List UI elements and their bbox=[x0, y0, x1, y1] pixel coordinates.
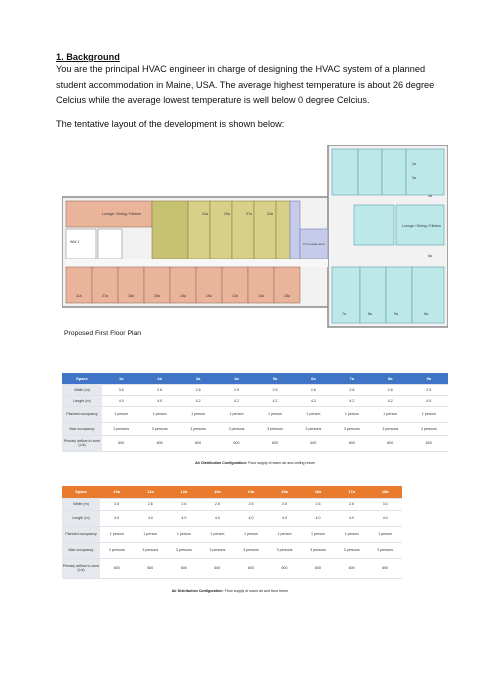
cyan-room-label-5a: 5a bbox=[428, 254, 432, 258]
row-label-cell: Max occupancy bbox=[62, 542, 100, 558]
stair-core-2 bbox=[98, 229, 122, 259]
table-cell: 3 persons bbox=[102, 422, 140, 435]
table-cell: 3 persons bbox=[268, 542, 302, 558]
orange-room-label-4: 25a bbox=[154, 294, 160, 298]
table-cell: 2.6 bbox=[134, 498, 168, 510]
table1-row-max bbox=[62, 422, 448, 435]
table-cell: 1 person bbox=[234, 526, 268, 542]
table-cell: 4.0 bbox=[167, 510, 201, 526]
table-cell: 1a bbox=[102, 373, 140, 384]
table-cell: 12a bbox=[167, 486, 201, 498]
table-cell: 1 person bbox=[294, 406, 332, 422]
row-label-cell: Width (m) bbox=[62, 498, 100, 510]
table-cell: 1 person bbox=[201, 526, 235, 542]
table-cell: 7a bbox=[333, 373, 371, 384]
table-cell: 1 person bbox=[410, 406, 449, 422]
table-cell: 4.2 bbox=[333, 395, 371, 406]
table-cell: 2.6 bbox=[179, 384, 217, 395]
stair-core bbox=[66, 229, 96, 259]
spaces-table-2 bbox=[62, 486, 402, 579]
table-cell: 600 bbox=[100, 558, 134, 578]
table-cell: 2.6 bbox=[268, 498, 302, 510]
table-cell: 1 person bbox=[100, 526, 134, 542]
table-cell: 1 person bbox=[134, 526, 168, 542]
row-label-cell: Length (m) bbox=[62, 395, 102, 406]
table-cell: 3 persons bbox=[140, 422, 178, 435]
table-cell: 4.0 bbox=[268, 510, 302, 526]
table-cell: 1 person bbox=[140, 406, 178, 422]
table-cell: 13a bbox=[201, 486, 235, 498]
background-paragraph: You are the principal HVAC engineer in charge of designing the HVAC system of a planned student accommodation in Maine, USA. The average highest temperature is about 26 degree Celcius while the average lowest temperature is well below 0 degree Celcius. bbox=[56, 64, 435, 105]
table-cell: 600 bbox=[256, 435, 294, 451]
table1-header-label: Space bbox=[62, 373, 102, 384]
table-cell: 1 person bbox=[371, 406, 409, 422]
orange-room-label-7: 12a bbox=[232, 294, 238, 298]
table-cell: 3 persons bbox=[368, 542, 402, 558]
table-cell: 1 person bbox=[301, 526, 335, 542]
cyan-room-label-3a: 3a bbox=[412, 176, 416, 180]
table-cell: 15a bbox=[268, 486, 302, 498]
table-cell: 4.2 bbox=[371, 395, 409, 406]
table-cell: 3 persons bbox=[335, 542, 369, 558]
table-cell: 8a bbox=[371, 373, 409, 384]
table-cell: 3.0 bbox=[368, 498, 402, 510]
orange-room-label-1: 11a bbox=[76, 294, 82, 298]
blue-zone bbox=[290, 201, 300, 259]
table-cell: 10a bbox=[100, 486, 134, 498]
row-label-cell: Primary airflow to zone (L/s) bbox=[62, 558, 100, 578]
orange-room-label-9: 18a bbox=[284, 294, 290, 298]
table-cell: 1 person bbox=[256, 406, 294, 422]
orange-room-label-8: 14a bbox=[258, 294, 264, 298]
table1-header-row bbox=[62, 373, 448, 384]
table-cell: 3 persons bbox=[134, 542, 168, 558]
table-cell: 600 bbox=[333, 435, 371, 451]
table-cell: 600 bbox=[134, 558, 168, 578]
cyan-room-label-8a: 8a bbox=[368, 312, 372, 316]
orange-room-label-6: 15a bbox=[206, 294, 212, 298]
table2-header-label: Space bbox=[62, 486, 100, 498]
cyan-room-label-7a: 7a bbox=[342, 312, 346, 316]
table-cell: 2.6 bbox=[335, 498, 369, 510]
table-cell: 1 person bbox=[335, 526, 369, 542]
lounge-west-label: Lounge / Dining / Kitchen bbox=[102, 212, 142, 216]
row-label-cell: Planned occupancy bbox=[62, 526, 100, 542]
table-cell: 4.2 bbox=[256, 395, 294, 406]
table-cell: 600 bbox=[201, 558, 235, 578]
table-cell: 600 bbox=[294, 435, 332, 451]
table-cell: 600 bbox=[410, 435, 449, 451]
core-label: WW 1 bbox=[70, 240, 80, 244]
table-cell: 2.6 bbox=[294, 384, 332, 395]
table-cell: 600 bbox=[335, 558, 369, 578]
table2-row-width bbox=[62, 498, 402, 510]
table-cell: 600 bbox=[301, 558, 335, 578]
table-cell: 1 person bbox=[102, 406, 140, 422]
table-cell: 4.2 bbox=[294, 395, 332, 406]
cyan-room-label-4a: 4a bbox=[428, 194, 432, 198]
corridor bbox=[66, 259, 328, 267]
table-cell: 3 persons bbox=[410, 422, 449, 435]
row-label-cell: Max occupancy bbox=[62, 422, 102, 435]
table-cell: 2.9 bbox=[217, 384, 255, 395]
table-cell: 9a bbox=[410, 373, 449, 384]
table-cell: 1 person bbox=[179, 406, 217, 422]
table-cell: 4.0 bbox=[301, 510, 335, 526]
table-cell: 2.6 bbox=[100, 498, 134, 510]
table-cell: 3 persons bbox=[371, 422, 409, 435]
table-cell: 1 person bbox=[268, 526, 302, 542]
table2-row-max bbox=[62, 542, 402, 558]
table1-note: Air Distribution Configuration: Floor supply of warm air and ceiling return bbox=[195, 461, 315, 465]
olive-room-label-3: 27a bbox=[246, 212, 252, 216]
table-cell: 4.0 bbox=[102, 395, 140, 406]
table-cell: 6a bbox=[294, 373, 332, 384]
orange-room-label-5: 16a bbox=[180, 294, 186, 298]
table1-row-length bbox=[62, 395, 448, 406]
table-cell: 4.0 bbox=[134, 510, 168, 526]
table-cell: 600 bbox=[371, 435, 409, 451]
table2-note: Air Distribution Configuration: Floor supply of warm air and floor return bbox=[171, 589, 289, 593]
table2-row-planned bbox=[62, 526, 402, 542]
table-cell: 5a bbox=[256, 373, 294, 384]
table-cell: 18a bbox=[368, 486, 402, 498]
table-cell: 3 persons bbox=[301, 542, 335, 558]
olive-room-label-1: 21a bbox=[202, 212, 208, 216]
orange-room-label-2: 27a bbox=[102, 294, 108, 298]
floor-plan-drawing bbox=[62, 145, 448, 330]
olive-room-label-2: 20a bbox=[224, 212, 230, 216]
table-cell: 4.0 bbox=[368, 510, 402, 526]
table-cell: 17a bbox=[335, 486, 369, 498]
olive-room-label-4: 22a bbox=[267, 212, 273, 216]
row-label-cell: Length (m) bbox=[62, 510, 100, 526]
table-cell: 600 bbox=[140, 435, 178, 451]
table-cell: 4.0 bbox=[234, 510, 268, 526]
table-cell: 2.9 bbox=[256, 384, 294, 395]
table-cell: 3.0 bbox=[102, 384, 140, 395]
table-cell: 2a bbox=[140, 373, 178, 384]
table-cell: 2.6 bbox=[234, 498, 268, 510]
table2-header-row bbox=[62, 486, 402, 498]
table-cell: 3 persons bbox=[234, 542, 268, 558]
table-cell: 3 persons bbox=[167, 542, 201, 558]
table-cell: 600 bbox=[217, 435, 255, 451]
table-cell: 1 person bbox=[333, 406, 371, 422]
table-cell: 4.2 bbox=[217, 395, 255, 406]
table-cell: 600 bbox=[268, 558, 302, 578]
table-cell: 16a bbox=[301, 486, 335, 498]
table-cell: 4.0 bbox=[100, 510, 134, 526]
table-cell: 4.0 bbox=[140, 395, 178, 406]
table-cell: 4.0 bbox=[335, 510, 369, 526]
table-cell: 2.6 bbox=[167, 498, 201, 510]
table-cell: 3 persons bbox=[217, 422, 255, 435]
cyan-room-label-9a: 9a bbox=[394, 312, 398, 316]
table-cell: 3 persons bbox=[294, 422, 332, 435]
table-cell: 3 persons bbox=[256, 422, 294, 435]
table-cell: 1 person bbox=[368, 526, 402, 542]
lounge-east-label: Lounge / Dining / Kitchen bbox=[402, 224, 442, 228]
table-cell: 14a bbox=[234, 486, 268, 498]
table1-row-width bbox=[62, 384, 448, 395]
row-label-cell: Planned occupancy bbox=[62, 406, 102, 422]
table-cell: 4.0 bbox=[201, 510, 235, 526]
section-heading: 1. Background bbox=[56, 52, 120, 62]
olive-rooms-top bbox=[152, 201, 290, 259]
table1-row-airflow bbox=[62, 435, 448, 451]
table-cell: 4a bbox=[217, 373, 255, 384]
table-cell: 3a bbox=[179, 373, 217, 384]
table-cell: 3 persons bbox=[100, 542, 134, 558]
table-cell: 2.6 bbox=[301, 498, 335, 510]
table-cell: 3 persons bbox=[201, 542, 235, 558]
table-cell: 3 persons bbox=[333, 422, 371, 435]
layout-intro-text: The tentative layout of the development is shown below: bbox=[56, 119, 285, 129]
orange-room-label-3: 18a bbox=[128, 294, 134, 298]
table-cell: 600 bbox=[234, 558, 268, 578]
table-cell: 1 person bbox=[167, 526, 201, 542]
table2-row-length bbox=[62, 510, 402, 526]
table-cell: 600 bbox=[102, 435, 140, 451]
table-cell: 600 bbox=[368, 558, 402, 578]
tv-lounge-label: TV Lounge area bbox=[303, 242, 325, 246]
plan-caption: Proposed First Floor Plan bbox=[64, 330, 142, 337]
table-cell: 1 person bbox=[217, 406, 255, 422]
table-cell: 3 persons bbox=[179, 422, 217, 435]
spaces-table-1 bbox=[62, 373, 448, 452]
table-cell: 4.5 bbox=[410, 395, 449, 406]
table-cell: 2.6 bbox=[371, 384, 409, 395]
row-label-cell: Primary airflow to zone (L/s) bbox=[62, 435, 102, 451]
table-cell: 2.6 bbox=[201, 498, 235, 510]
table-cell: 600 bbox=[167, 558, 201, 578]
table2-row-airflow bbox=[62, 558, 402, 578]
table-cell: 2.6 bbox=[140, 384, 178, 395]
row-label-cell: Width (m) bbox=[62, 384, 102, 395]
table-cell: 2.5 bbox=[410, 384, 449, 395]
cyan-room-label-6a: 6a bbox=[424, 312, 428, 316]
table-cell: 11a bbox=[134, 486, 168, 498]
table-cell: 4.2 bbox=[179, 395, 217, 406]
table1-row-planned bbox=[62, 406, 448, 422]
table-cell: 600 bbox=[179, 435, 217, 451]
table-cell: 2.6 bbox=[333, 384, 371, 395]
cyan-room-label-2a: 2a bbox=[412, 162, 416, 166]
